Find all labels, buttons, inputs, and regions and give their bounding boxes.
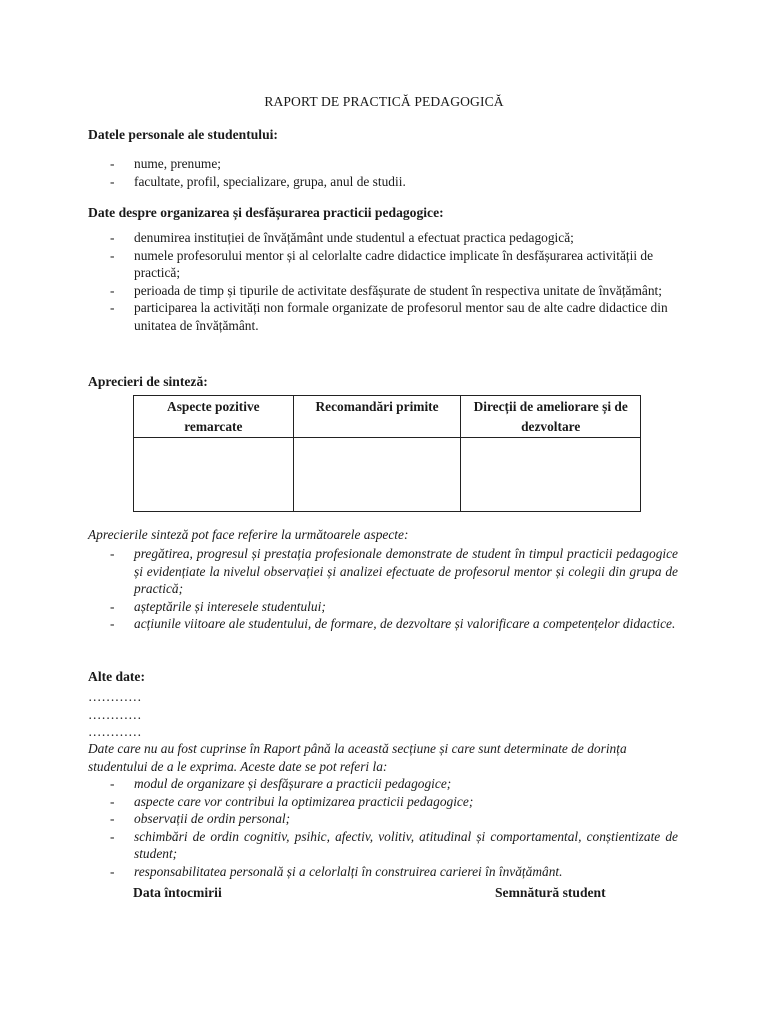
signature-label: Semnătură student xyxy=(495,885,606,900)
list-item: - aspecte care vor contribui la optimizarea practicii pedagogice; xyxy=(88,793,678,811)
date-label: Data întocmirii xyxy=(133,885,222,900)
table-header-recommendations: Recomandări primite xyxy=(293,396,461,438)
list-item: - așteptările și interesele studentului; xyxy=(88,598,678,616)
list-item: - perioada de timp și tipurile de activitate desfășurate de student în respectiva unitate de învățământ; xyxy=(88,282,668,300)
organization-heading: Date despre organizarea și desfășurarea practicii pedagogice: xyxy=(88,205,444,220)
synthesis-table xyxy=(133,395,641,512)
list-item: - numele profesorului mentor și al celorlalte cadre didactice implicate în desfășurarea activității de practică; xyxy=(88,247,668,282)
synthesis-intro: Aprecierile sinteză pot face referire la următoarele aspecte: xyxy=(88,527,409,542)
synthesis-heading: Aprecieri de sinteză: xyxy=(88,374,208,389)
list-item: - responsabilitatea personală și a celorlalți în construirea carierei în învățământ. xyxy=(88,863,678,881)
table-cell-recommendations xyxy=(293,438,461,512)
table-header-positive-aspects: Aspecte pozitive remarcate xyxy=(134,396,294,438)
list-item: - facultate, profil, specializare, grupa, anul de studii. xyxy=(88,173,668,191)
list-item: - nume, prenume; xyxy=(88,155,668,173)
personal-data-list xyxy=(88,155,668,190)
synthesis-aspects-list xyxy=(88,545,678,633)
dots-line: ………… xyxy=(88,724,142,739)
list-item: - denumirea instituției de învățământ unde studentul a efectuat practica pedagogică; xyxy=(88,229,668,247)
other-data-intro: Date care nu au fost cuprinse în Raport până la această secțiune și care sunt determinate de dorința studentului de a le exprima. Aceste date se pot referi la: xyxy=(88,741,627,774)
other-data-heading: Alte date: xyxy=(88,669,145,684)
list-item: - modul de organizare și desfășurare a practicii pedagogice; xyxy=(88,775,678,793)
list-item: - schimbări de ordin cognitiv, psihic, afectiv, volitiv, atitudinal și comportamental, conștientizate de student; xyxy=(88,828,678,863)
table-cell-improvement-directions xyxy=(461,438,641,512)
list-item: - observații de ordin personal; xyxy=(88,810,678,828)
other-data-list xyxy=(88,775,678,880)
dots-line: ………… xyxy=(88,689,142,704)
organization-list xyxy=(88,229,668,334)
table-header-improvement-directions: Direcții de ameliorare și de dezvoltare xyxy=(461,396,641,438)
placeholder-dots xyxy=(88,688,142,741)
list-item: - acțiunile viitoare ale studentului, de formare, de dezvoltare și valorificare a competențelor didactice. xyxy=(88,615,678,633)
document-title: RAPORT DE PRACTICĂ PEDAGOGICĂ xyxy=(264,94,504,109)
dots-line: ………… xyxy=(88,706,142,722)
table-cell-positive-aspects xyxy=(134,438,294,512)
list-item: - participarea la activități non formale organizate de profesorul mentor sau de alte cadre didactice din unitatea de învățământ. xyxy=(88,299,668,334)
list-item: - pregătirea, progresul și prestația profesionale demonstrate de student în timpul practicii pedagogice și evidențiate la nivelul observației și analizei efectuate de profesorul mentor și colegii din grupa de practică; xyxy=(88,545,678,598)
personal-data-heading: Datele personale ale studentului: xyxy=(88,127,278,142)
